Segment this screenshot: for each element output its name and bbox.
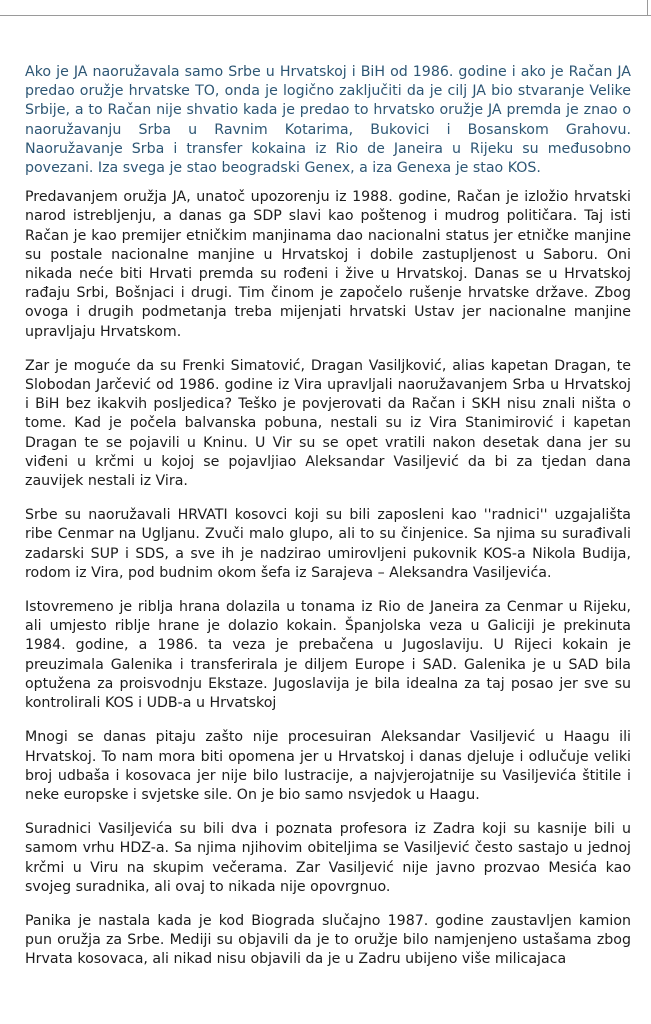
paragraph-4: Srbe su naoružavali HRVATI kosovci koji su bili zaposleni kao ''radnici'' uzgajališta ribe Cenmar na Ugljanu. Zvuči malo glupo, ali to su činjenice. Sa njima su surađivali zadarski SUP i SDS, a sve ih je nadzirao umirovljeni pukovnik KOS-a Nikola Budija, rodom iz Vira, pod budnim okom šefa iz Sarajeva – Aleksandra Vasiljevića. xyxy=(25,507,631,581)
window-top-border xyxy=(0,0,651,16)
lead-paragraph: Ako je JA naoružavala samo Srbe u Hrvatskoj i BiH od 1986. godine i ako je Račan JA predao oružje hrvatske TO, onda je logično zaključiti da je cilj JA bio stvaranje Velike Srbije, a to Račan nije shvatio kada je predao to hrvatsko oružje JA premda je znao o naoružavanju Srba u Ravnim Kotarima, Bukovici i Bosanskom Grahovu. Naoružavanje Srba i transfer kokaina iz Rio de Janeira u Rijeku su međusobno povezani. Iza svega je stao beogradski Genex, a iza Genexa je stao KOS. xyxy=(25,64,631,177)
paragraph-6: Mnogi se danas pitaju zašto nije procesuiran Aleksandar Vasiljević u Haagu ili Hrvatskoj. To nam mora biti opomena jer u Hrvatskoj i danas djeluje i odlučuje veliki broj udbaša i kosovaca jer nije bilo lustracije, a najvjerojatnije su Vasiljevića štitile i neke europske i svjetske sile. On je bio samo nsvjedok u Haagu. xyxy=(25,729,631,803)
paragraph-2: Predavanjem oružja JA, unatoč upozorenju iz 1988. godine, Račan je izložio hrvatski narod istrebljenju, a danas ga SDP slavi kao poštenog i mudrog političara. Taj isti Račan je kao premijer etničkim manjinama dao nacionalni status jer etničke manjine su postale nacionalne manjine u Hrvatskoj i dobile zastupljenost u Saboru. Oni nikada neće biti Hrvati premda su rođeni i žive u Hrvatskoj. Danas se u Hrvatskoj rađaju Srbi, Bošnjaci i drugi. Tim činom je započelo rušenje hrvatske države. Zbog ovoga i drugih podmetanja treba mijenjati hrvatski Ustav jer nacionalne manjine upravljaju Hrvatskom. xyxy=(25,189,631,340)
paragraph-8: Panika je nastala kada je kod Biograda slučajno 1987. godine zaustavljen kamion pun oružja za Srbe. Mediji su objavili da je to oružje bilo namjenjeno ustašama zbog Hrvata kosovaca, ali nikad nisu objavili da je u Zadru ubijeno više milicajaca xyxy=(25,912,631,968)
paragraph-3: Zar je moguće da su Frenki Simatović, Dragan Vasiljković, alias kapetan Dragan, te Slobodan Jarčević od 1986. godine iz Vira upravljali naoružavanjem Srba u Hrvatskoj i BiH bez ikakvih posljedica? Teško je povjerovati da Račan i SKH nisu znali ništa o tome. Kad je počela balvanska pobuna, nestali su iz Vira Stanimirović i kapetan Dragan te se pojavili u Kninu. U Vir su se opet vratili nakon desetak dana jer su viđeni u krčmi u kojoj se pojavljiao Aleksandar Vasiljević da bi za tjedan dana zauvijek nestali iz Vira. xyxy=(25,357,631,490)
paragraph-5: Istovremeno je riblja hrana dolazila u tonama iz Rio de Janeira za Cenmar u Rijeku, ali umjesto riblje hrane je dolazio kokain. Španjolska veza u Galiciji je prekinuta 1984. godine, a 1986. ta veza je prebačena u Jugoslaviju. U Rijeci kokain je preuzimala Galenika i transferirala je diljem Europe i SAD. Galenika je u SAD bila optužena za proisvodnju Ekstaze. Jugoslavija je bila idealna za taj posao jer sve su kontrolirali KOS i UDB-a u Hrvatskoj xyxy=(25,599,631,712)
window-right-edge xyxy=(647,0,648,15)
paragraph-7: Suradnici Vasiljevića su bili dva i poznata profesora iz Zadra koji su kasnije bili u samom vrhu HDZ-a. Sa njima njihovim obiteljima se Vasiljević često sastajo u jednoj krčmi u Viru na skupim večerama. Zar Vasiljević nije javno prozvao Mesića kao svojeg suradnika, ali ovaj to nikada nije opovrgnuo. xyxy=(25,821,631,895)
document-body xyxy=(25,63,631,985)
